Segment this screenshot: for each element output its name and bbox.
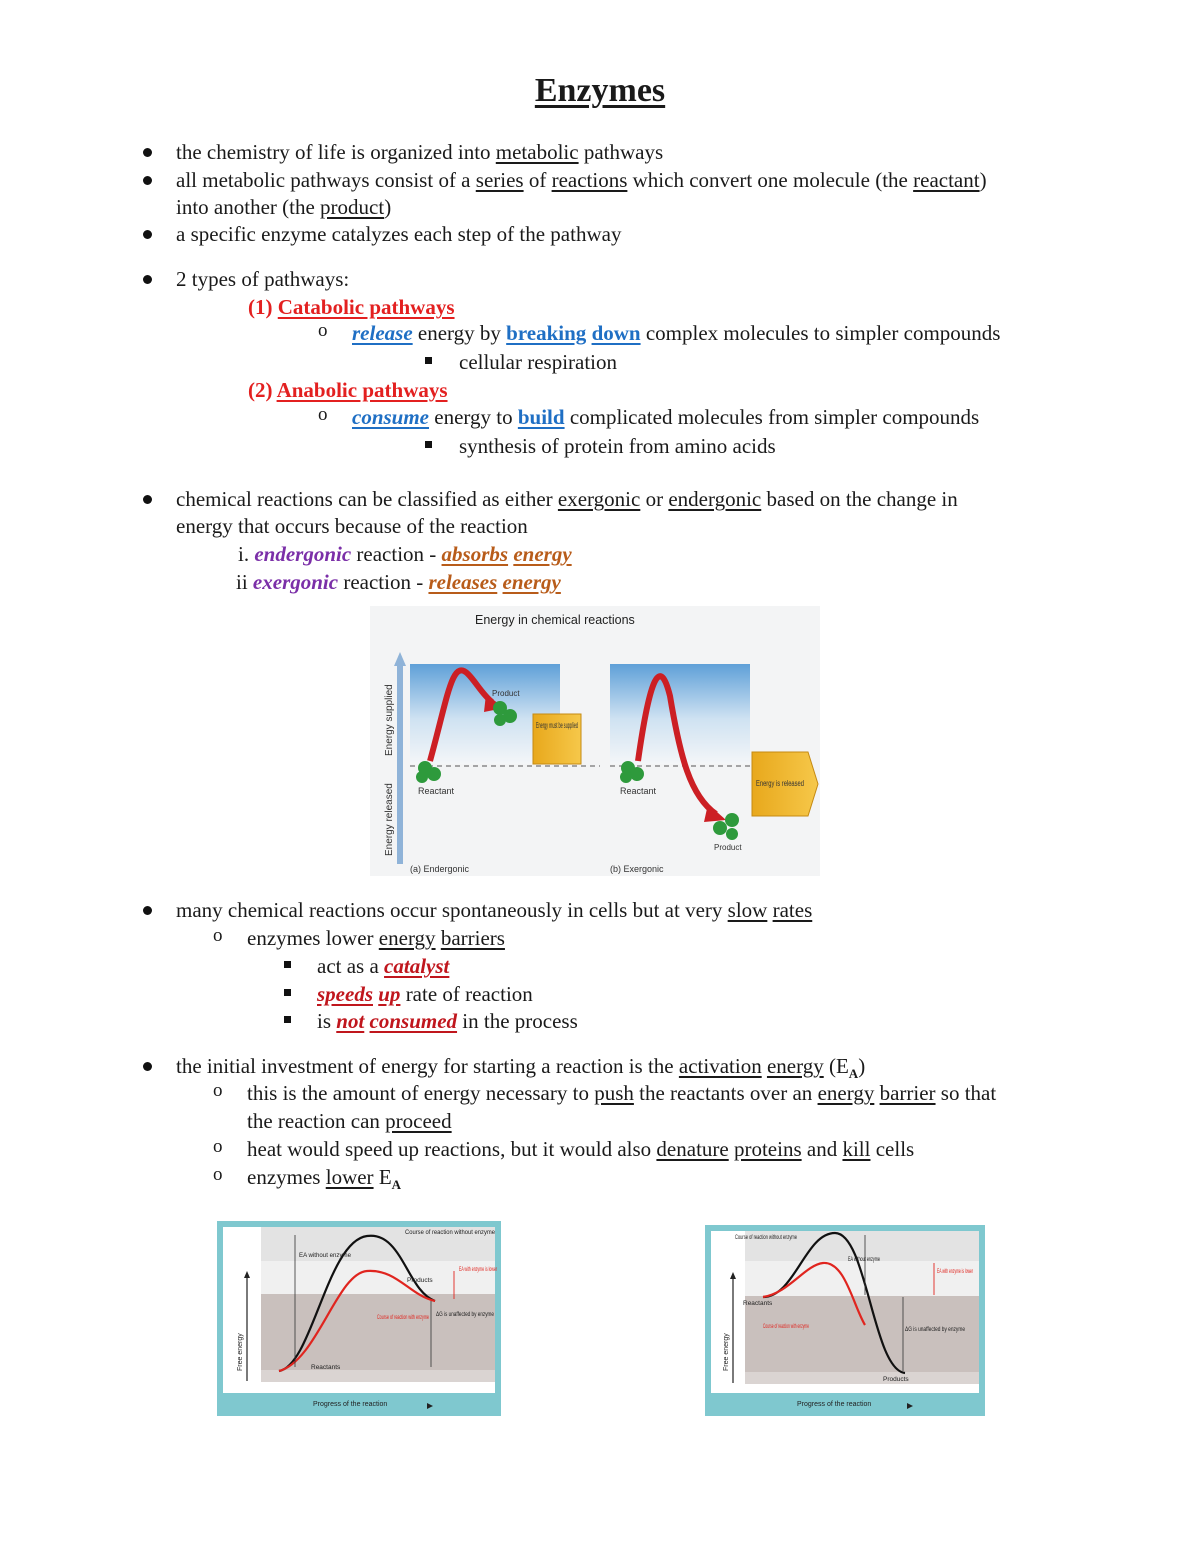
term-breaking: breaking <box>506 321 587 345</box>
ea-with-label: EA with enzyme is lower <box>937 1268 974 1275</box>
product-molecule <box>726 828 738 840</box>
text: is <box>317 1009 337 1033</box>
text: energy by <box>412 321 507 345</box>
term-endergonic-reaction: endergonic <box>254 542 352 566</box>
panel-b-caption: (b) Exergonic <box>610 864 664 874</box>
term-barriers: barriers <box>440 926 505 950</box>
term-proceed: proceed <box>385 1109 452 1133</box>
course-with-label: Course of reaction with enzyme <box>377 1314 430 1321</box>
products-label: Products <box>883 1376 909 1383</box>
band <box>745 1372 979 1384</box>
bullet-exergonic-endergonic <box>176 486 958 512</box>
catabolic-description <box>352 320 1000 346</box>
circle-bullet-icon: o <box>318 320 328 341</box>
term-consume: consume <box>352 405 430 429</box>
ea-with-label: EA with enzyme is lower <box>459 1266 498 1273</box>
circle-bullet-icon: o <box>213 1136 223 1157</box>
enzymes-lower-barriers <box>247 925 505 951</box>
enzymes-lower-ea <box>247 1164 401 1198</box>
square-bullet-icon <box>425 441 432 448</box>
delta-g-label: ΔG is unaffected by enzyme <box>436 1311 495 1318</box>
text: ) <box>384 195 392 219</box>
bullet-dot <box>143 1062 152 1071</box>
course-with-label: Course of reaction with enzyme <box>763 1323 810 1330</box>
term-denature: denature <box>656 1137 729 1161</box>
course-without-label: Course of reaction without enzyme <box>735 1234 798 1241</box>
panel-b-box-label: Energy is released <box>756 779 804 788</box>
term-exergonic: exergonic <box>557 487 641 511</box>
term-exergonic-reaction: exergonic <box>252 570 339 594</box>
term-releases: releases <box>428 570 498 594</box>
text: pathways <box>578 140 664 164</box>
text: E <box>373 1165 392 1189</box>
endergonic-item <box>238 541 572 567</box>
delta-g-label: ΔG is unaffected by enzyme <box>905 1326 966 1333</box>
bullet-dot <box>143 176 152 185</box>
figure-title: Energy in chemical reactions <box>475 613 635 627</box>
reactant-molecule <box>427 767 441 781</box>
term-energy: energy <box>502 570 561 594</box>
text: (E <box>823 1054 849 1078</box>
text: heat would speed up reactions, but it would also <box>247 1137 657 1161</box>
term-reactant: reactant <box>913 168 980 192</box>
bullet-series-of-reactions <box>176 167 987 193</box>
text: based on the change in <box>761 487 958 511</box>
term-speeds: speeds <box>317 982 373 1006</box>
bullet-dot <box>143 275 152 284</box>
reactant-molecule <box>620 771 632 783</box>
page-title: Enzymes <box>534 72 666 109</box>
text: the chemistry of life is organized into <box>176 140 496 164</box>
not-consumed <box>317 1008 578 1034</box>
term-product: product <box>320 195 385 219</box>
bullet-series-continuation <box>176 194 391 220</box>
panel-b-product-label: Product <box>714 843 742 852</box>
ea-without-label: EA without enzyme <box>848 1256 881 1263</box>
products-label: Products <box>407 1277 433 1284</box>
text: enzymes <box>247 1165 326 1189</box>
reactants-label: Reactants <box>311 1364 341 1371</box>
energy-barrier-continuation <box>247 1108 452 1134</box>
circle-bullet-icon: o <box>213 925 223 946</box>
text: so that <box>935 1081 997 1105</box>
act-as-catalyst <box>317 953 449 979</box>
text: rate of reaction <box>400 982 533 1006</box>
term-energy: energy <box>513 542 572 566</box>
y-axis-label: Free energy <box>723 1333 730 1371</box>
term-not: not <box>336 1009 365 1033</box>
y-axis-label: Free energy <box>237 1333 244 1371</box>
text: many chemical reactions occur spontaneously in cells but at very <box>176 898 728 922</box>
text: into another (the <box>176 195 321 219</box>
panel-a-box-label: Energy must be supplied <box>536 721 578 730</box>
anabolic-heading <box>248 377 448 403</box>
bullet-dot <box>143 495 152 504</box>
term-endergonic: endergonic <box>668 487 762 511</box>
term-catalyst: catalyst <box>384 954 450 978</box>
term-push: push <box>594 1081 634 1105</box>
text: enzymes lower <box>247 926 379 950</box>
x-axis-label: Progress of the reaction <box>797 1401 872 1408</box>
product-molecule <box>713 821 727 835</box>
text: cells <box>870 1137 915 1161</box>
product-molecule <box>725 813 739 827</box>
term-down: down <box>591 321 641 345</box>
bullet-exergonic-continuation: energy that occurs because of the reaction <box>176 514 528 538</box>
text: act as a <box>317 954 385 978</box>
subscript: A <box>391 1177 402 1193</box>
heat-denatures <box>247 1136 914 1162</box>
activation-energy-exergonic-figure <box>217 1221 501 1416</box>
term-energy: energy <box>378 926 436 950</box>
reactant-molecule <box>630 767 644 781</box>
bullet-specific-enzyme: a specific enzyme catalyzes each step of the pathway <box>176 222 622 246</box>
term-build: build <box>517 405 565 429</box>
term-reactions: reactions <box>551 168 628 192</box>
panel-b-reactant-label: Reactant <box>620 786 657 796</box>
speeds-up-rate <box>317 981 533 1007</box>
text: energy to <box>429 405 518 429</box>
panel-a-product-label: Product <box>492 689 520 698</box>
text: and <box>801 1137 843 1161</box>
term-slow: slow <box>727 898 768 922</box>
band <box>261 1370 495 1382</box>
text: all metabolic pathways consist of a <box>176 168 476 192</box>
square-bullet-icon <box>284 961 291 968</box>
term-kill: kill <box>842 1137 871 1161</box>
term-metabolic: metabolic <box>495 140 579 164</box>
band <box>745 1296 979 1372</box>
circle-bullet-icon: o <box>318 404 328 425</box>
reactant-molecule <box>416 771 428 783</box>
text: of <box>523 168 552 192</box>
text: ) <box>858 1054 866 1078</box>
bullet-spontaneous-reactions <box>176 897 812 923</box>
term-barrier: barrier <box>879 1081 936 1105</box>
bullet-dot <box>143 148 152 157</box>
square-bullet-icon <box>425 357 432 364</box>
anabolic-description <box>352 404 979 430</box>
product-molecule <box>494 714 506 726</box>
text: (2) <box>248 378 277 402</box>
term-lower: lower <box>325 1165 374 1189</box>
energy-barrier-explanation <box>247 1080 996 1106</box>
y-label-bottom: Energy released <box>384 783 395 856</box>
term-release: release <box>352 321 413 345</box>
text: (1) <box>248 295 278 319</box>
bullet-dot <box>143 230 152 239</box>
text: i. <box>238 542 255 566</box>
text: the reactants over an <box>633 1081 818 1105</box>
bullet-dot <box>143 906 152 915</box>
term-rates: rates <box>772 898 813 922</box>
activation-energy-endergonic-figure <box>705 1225 985 1416</box>
exergonic-item <box>236 569 561 595</box>
text: complicated molecules from simpler compounds <box>564 405 980 429</box>
circle-bullet-icon: o <box>213 1080 223 1101</box>
text: the initial investment of energy for starting a reaction is the <box>176 1054 679 1078</box>
panel-a-reactant-label: Reactant <box>418 786 455 796</box>
catabolic-example: cellular respiration <box>459 350 618 374</box>
term-proteins: proteins <box>733 1137 802 1161</box>
text: ) <box>979 168 987 192</box>
catabolic-heading <box>248 294 455 320</box>
term-series: series <box>475 168 524 192</box>
square-bullet-icon <box>284 1016 291 1023</box>
text: or <box>640 487 669 511</box>
text: chemical reactions can be classified as either <box>176 487 558 511</box>
panel-a-caption: (a) Endergonic <box>410 864 470 874</box>
x-axis-label: Progress of the reaction <box>313 1401 388 1408</box>
text: reaction - <box>351 542 442 566</box>
reactants-label: Reactants <box>743 1300 773 1307</box>
course-without-label: Course of reaction without enzyme <box>405 1229 496 1236</box>
anabolic-example: synthesis of protein from amino acids <box>459 434 776 458</box>
term-absorbs: absorbs <box>441 542 509 566</box>
bullet-types-of-pathways: 2 types of pathways: <box>176 267 350 291</box>
energy-reactions-figure <box>370 606 820 876</box>
ea-without-label: EA without enzyme <box>299 1252 352 1259</box>
text: ii <box>236 570 253 594</box>
term-consumed: consumed <box>369 1009 458 1033</box>
term-energy: energy <box>817 1081 875 1105</box>
bullet-metabolic-pathways <box>176 139 663 165</box>
term-anabolic: Anabolic pathways <box>276 378 448 402</box>
text: complex molecules to simpler compounds <box>640 321 1001 345</box>
term-up: up <box>378 982 401 1006</box>
y-label-top: Energy supplied <box>384 684 395 756</box>
square-bullet-icon <box>284 989 291 996</box>
text: which convert one molecule (the <box>627 168 914 192</box>
subscript: A <box>848 1066 859 1082</box>
text: this is the amount of energy necessary to <box>247 1081 595 1105</box>
text: the reaction can <box>247 1109 386 1133</box>
term-activation: activation <box>678 1054 762 1078</box>
term-catabolic: Catabolic pathways <box>277 295 455 319</box>
circle-bullet-icon: o <box>213 1164 223 1185</box>
text: reaction - <box>338 570 429 594</box>
term-energy: energy <box>766 1054 824 1078</box>
text: in the process <box>457 1009 578 1033</box>
